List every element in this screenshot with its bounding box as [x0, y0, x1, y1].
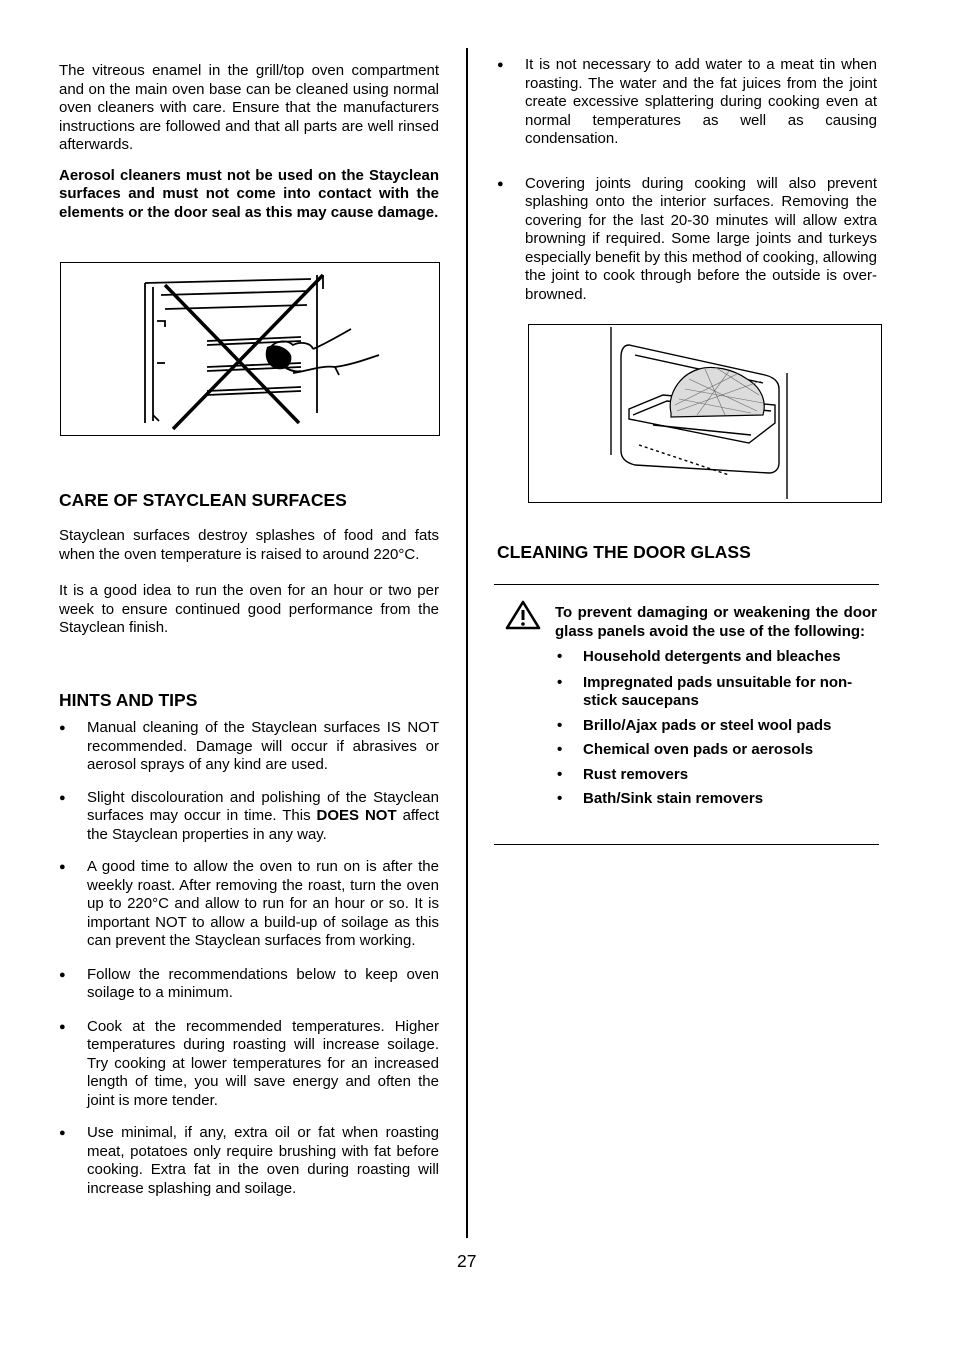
- care-heading: CARE OF STAYCLEAN SURFACES: [59, 490, 347, 510]
- aerosol-warning: Aerosol cleaners must not be used on the Stayclean surfaces and must not come into contact with the elements or the door seal as this may cause damage.: [59, 166, 439, 221]
- warning-triangle-icon: [505, 600, 545, 630]
- warning-box-top-rule: [494, 584, 879, 585]
- crossed-out-cleaning-figure: [60, 262, 440, 436]
- list-item: [555, 741, 877, 760]
- list-item: [59, 1124, 439, 1198]
- hint-text: affect the Stayclean properties in any way.: [87, 807, 439, 843]
- hint-emphasis: DOES NOT: [316, 807, 397, 824]
- hints-list: [59, 719, 439, 1198]
- list-item: [497, 56, 877, 149]
- left-column: [59, 62, 439, 222]
- warning-box-bottom-rule: [494, 844, 879, 845]
- list-item: [59, 789, 439, 845]
- avoid-text: Chemical oven pads or aerosols: [583, 741, 814, 758]
- avoid-text: Impregnated pads unsuitable for non-stick saucepans: [583, 673, 853, 709]
- care-paragraph-2: It is a good idea to run the oven for an hour or two per week to ensure continued good performance from the Stayclean finish.: [59, 582, 439, 636]
- hint-text: Use minimal, if any, extra oil or fat when roasting meat, potatoes only require brushing with fat before cooking. Extra fat in the oven during roasting will increase splashing and soilage.: [87, 1124, 439, 1197]
- right-column: [497, 56, 877, 304]
- list-item: [555, 674, 877, 711]
- hint-text: Manual cleaning of the Stayclean surfaces IS NOT recommended. Damage will occur if abrasives or aerosol sprays of any kind are used.: [87, 719, 439, 773]
- column-divider: [466, 48, 468, 1238]
- list-item: [555, 766, 877, 785]
- warning-intro: To prevent damaging or weakening the door glass panels avoid the use of the following:: [555, 604, 877, 640]
- avoid-text: Brillo/Ajax pads or steel wool pads: [583, 716, 832, 734]
- list-item: [59, 966, 439, 1003]
- list-item: [555, 648, 877, 667]
- intro-paragraph: The vitreous enamel in the grill/top oven compartment and on the main oven base can be cleaned using normal oven cleaners with care. Ensure that the manufacturers instructions are followed and that all parts are well rinsed afterwards.: [59, 62, 439, 153]
- avoid-text: Bath/Sink stain removers: [583, 790, 764, 807]
- care-section: [59, 489, 439, 638]
- list-item: [555, 790, 877, 809]
- tip-text: It is not necessary to add water to a meat tin when roasting. The water and the fat juices from the joint create excessive splattering during cooking even at normal temperatures as well as causing condensation.: [525, 56, 877, 147]
- covered-joint-illustration: [529, 325, 881, 502]
- list-item: [497, 175, 877, 305]
- hint-text: Cook at the recommended temperatures. Higher temperatures during roasting will increase soilage. Try cooking at lower temperatures for an increased length of time, you will save energy and often the joint is more tender.: [87, 1017, 439, 1109]
- roasting-tips-list: [497, 56, 877, 304]
- covered-joint-figure: [528, 324, 882, 503]
- tip-text: Covering joints during cooking will also prevent splashing onto the interior surfaces. Removing the covering for the last 20-30 minutes will allow extra browning if required. Some large joints and turkeys especially benefit by this method of cooking, allowing the joint to cook through before the outside is over-browned.: [525, 174, 877, 303]
- avoid-text: Household detergents and bleaches: [583, 648, 841, 665]
- hint-text: Follow the recommendations below to keep oven soilage to a minimum.: [87, 965, 439, 1001]
- list-item: [555, 717, 877, 736]
- avoid-list: [555, 648, 877, 809]
- hint-text: A good time to allow the oven to run on is after the weekly roast. After removing the roast, turn the oven up to 220°C and allow to run for an hour or so. It is important NOT to allow a build-up of soilage as this can prevent the Stayclean surfaces from working.: [87, 858, 439, 949]
- list-item: [59, 719, 439, 775]
- list-item: [59, 1018, 439, 1111]
- door-glass-heading: CLEANING THE DOOR GLASS: [497, 542, 751, 562]
- crossed-out-cleaning-illustration: [61, 263, 439, 435]
- door-glass-warning: [555, 604, 877, 809]
- door-glass-section: [497, 541, 877, 563]
- hints-heading: HINTS AND TIPS: [59, 690, 198, 710]
- list-item: [59, 858, 439, 951]
- avoid-text: Rust removers: [583, 765, 689, 783]
- hint-text: Slight discolouration and polishing of the Stayclean surfaces may occur in time. This: [87, 788, 439, 824]
- page-number: 27: [457, 1251, 477, 1271]
- care-paragraph-1: Stayclean surfaces destroy splashes of food and fats when the oven temperature is raised to around 220°C.: [59, 527, 439, 563]
- hints-section: [59, 689, 439, 1198]
